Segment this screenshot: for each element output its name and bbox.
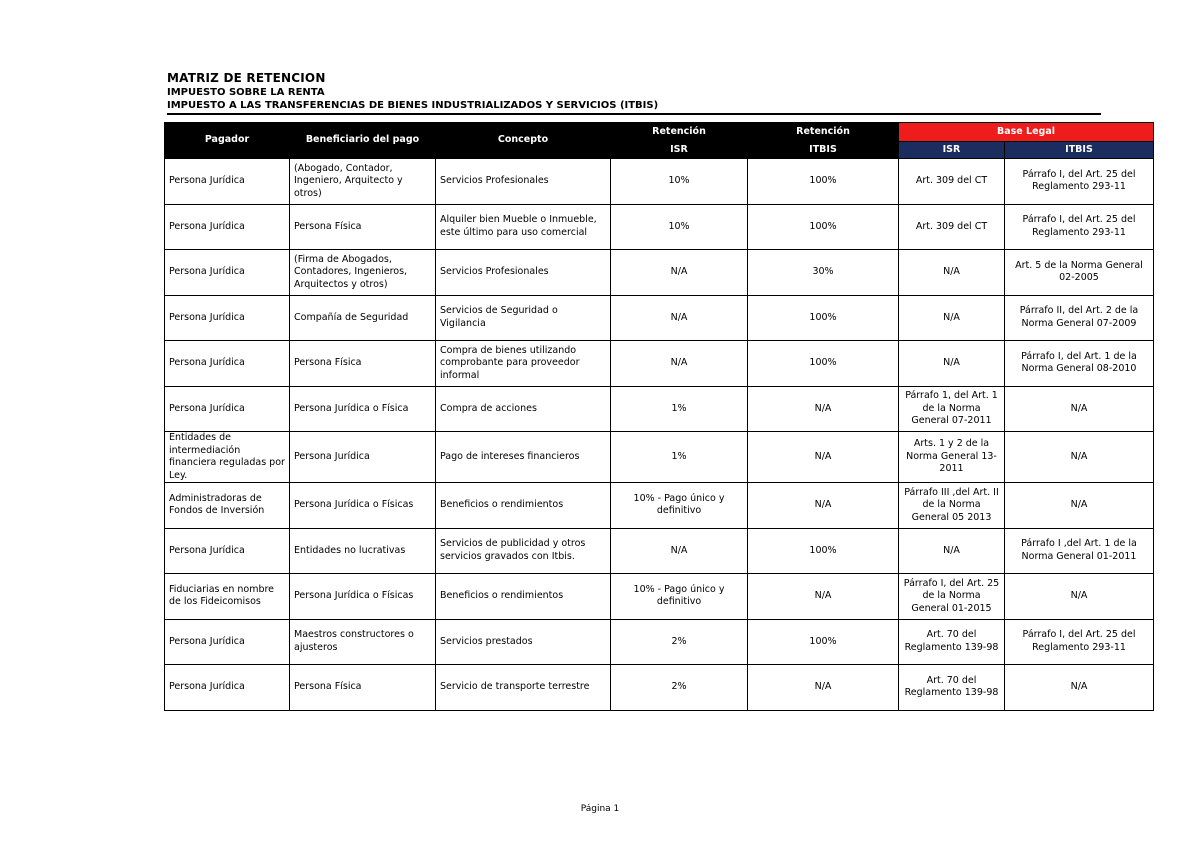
header-base-isr: ISR: [899, 142, 1005, 159]
cell-base-legal-isr: Párrafo III ,del Art. II de la Norma General 05 2013: [899, 483, 1005, 529]
document-header: [167, 71, 1101, 115]
cell-retencion-isr: 1%: [611, 386, 748, 432]
table-row: [165, 159, 1154, 205]
table-row: [165, 432, 1154, 483]
cell-retencion-itbis: N/A: [748, 483, 899, 529]
cell-beneficiario: Persona Física: [290, 341, 436, 387]
cell-retencion-isr: N/A: [611, 341, 748, 387]
cell-base-legal-itbis: Art. 5 de la Norma General 02-2005: [1005, 250, 1154, 296]
cell-base-legal-itbis: Párrafo I, del Art. 25 del Reglamento 293-11: [1005, 159, 1154, 205]
cell-retencion-itbis: N/A: [748, 386, 899, 432]
cell-concepto: Compra de acciones: [436, 386, 611, 432]
cell-retencion-itbis: 100%: [748, 295, 899, 341]
cell-base-legal-isr: N/A: [899, 528, 1005, 574]
cell-pagador: Persona Jurídica: [165, 295, 290, 341]
cell-concepto: Servicios Profesionales: [436, 159, 611, 205]
cell-base-legal-isr: Art. 309 del CT: [899, 204, 1005, 250]
cell-pagador: Persona Jurídica: [165, 386, 290, 432]
cell-base-legal-itbis: Párrafo I, del Art. 25 del Reglamento 293-11: [1005, 204, 1154, 250]
cell-base-legal-itbis: Párrafo I, del Art. 1 de la Norma General 08-2010: [1005, 341, 1154, 387]
cell-base-legal-itbis: N/A: [1005, 432, 1154, 483]
cell-retencion-itbis: N/A: [748, 665, 899, 711]
table-row: [165, 204, 1154, 250]
table-row: [165, 574, 1154, 620]
header-retencion-isr: Retención: [611, 123, 748, 142]
header-base-legal: Base Legal: [899, 123, 1154, 142]
table-row: [165, 341, 1154, 387]
cell-base-legal-itbis: N/A: [1005, 574, 1154, 620]
cell-retencion-itbis: 100%: [748, 159, 899, 205]
page-number: Página 1: [580, 804, 620, 814]
cell-beneficiario: Entidades no lucrativas: [290, 528, 436, 574]
cell-base-legal-itbis: N/A: [1005, 483, 1154, 529]
cell-beneficiario: Persona Jurídica o Físicas: [290, 483, 436, 529]
cell-pagador: Entidades de intermediación financiera reguladas por Ley.: [165, 432, 290, 483]
cell-concepto: Servicio de transporte terrestre: [436, 665, 611, 711]
cell-base-legal-isr: Art. 70 del Reglamento 139-98: [899, 665, 1005, 711]
cell-retencion-itbis: N/A: [748, 574, 899, 620]
header-retencion-itbis: Retención: [748, 123, 899, 142]
retention-matrix-table: [164, 122, 1154, 711]
cell-beneficiario: Persona Jurídica o Física: [290, 386, 436, 432]
cell-beneficiario: Maestros constructores o ajusteros: [290, 619, 436, 665]
table-row: [165, 528, 1154, 574]
cell-base-legal-itbis: N/A: [1005, 386, 1154, 432]
cell-retencion-itbis: 100%: [748, 204, 899, 250]
cell-retencion-isr: N/A: [611, 528, 748, 574]
cell-beneficiario: (Firma de Abogados, Contadores, Ingenieros, Arquitectos y otros): [290, 250, 436, 296]
cell-base-legal-isr: N/A: [899, 295, 1005, 341]
cell-base-legal-isr: Arts. 1 y 2 de la Norma General 13-2011: [899, 432, 1005, 483]
cell-retencion-itbis: 30%: [748, 250, 899, 296]
table-row: [165, 295, 1154, 341]
cell-retencion-itbis: 100%: [748, 528, 899, 574]
document-title: MATRIZ DE RETENCION: [167, 71, 326, 85]
cell-concepto: Alquiler bien Mueble o Inmueble, este último para uso comercial: [436, 204, 611, 250]
cell-base-legal-isr: N/A: [899, 341, 1005, 387]
cell-pagador: Persona Jurídica: [165, 528, 290, 574]
table-row: [165, 619, 1154, 665]
header-pagador: Pagador: [165, 123, 290, 159]
cell-retencion-isr: 10%: [611, 204, 748, 250]
header-beneficiario: Beneficiario del pago: [290, 123, 436, 159]
document-subtitle-itbis: IMPUESTO A LAS TRANSFERENCIAS DE BIENES INDUSTRIALIZADOS Y SERVICIOS (ITBIS): [167, 99, 1101, 115]
cell-beneficiario: Persona Física: [290, 204, 436, 250]
table-row: [165, 386, 1154, 432]
table-row: [165, 665, 1154, 711]
cell-base-legal-isr: Art. 70 del Reglamento 139-98: [899, 619, 1005, 665]
cell-beneficiario: Persona Jurídica: [290, 432, 436, 483]
cell-retencion-isr: N/A: [611, 295, 748, 341]
cell-retencion-isr: 2%: [611, 665, 748, 711]
table-body: [165, 159, 1154, 711]
cell-concepto: Beneficios o rendimientos: [436, 483, 611, 529]
cell-base-legal-isr: N/A: [899, 250, 1005, 296]
cell-beneficiario: Compañía de Seguridad: [290, 295, 436, 341]
document-subtitle-isr: IMPUESTO SOBRE LA RENTA: [167, 87, 325, 98]
cell-concepto: Compra de bienes utilizando comprobante para proveedor informal: [436, 341, 611, 387]
cell-retencion-isr: 10% - Pago único y definitivo: [611, 483, 748, 529]
cell-pagador: Persona Jurídica: [165, 619, 290, 665]
cell-concepto: Servicios prestados: [436, 619, 611, 665]
cell-pagador: Persona Jurídica: [165, 341, 290, 387]
cell-retencion-isr: 2%: [611, 619, 748, 665]
cell-base-legal-itbis: N/A: [1005, 665, 1154, 711]
cell-base-legal-itbis: Párrafo I, del Art. 25 del Reglamento 293-11: [1005, 619, 1154, 665]
cell-retencion-isr: 10%: [611, 159, 748, 205]
cell-concepto: Pago de intereses financieros: [436, 432, 611, 483]
cell-pagador: Persona Jurídica: [165, 159, 290, 205]
cell-base-legal-isr: Párrafo 1, del Art. 1 de la Norma General 07-2011: [899, 386, 1005, 432]
cell-concepto: Servicios de publicidad y otros servicios gravados con Itbis.: [436, 528, 611, 574]
cell-retencion-isr: 1%: [611, 432, 748, 483]
cell-base-legal-isr: Párrafo I, del Art. 25 de la Norma General 01-2015: [899, 574, 1005, 620]
header-retencion-itbis-sub: ITBIS: [748, 142, 899, 159]
table-row: [165, 250, 1154, 296]
header-base-itbis: ITBIS: [1005, 142, 1154, 159]
cell-retencion-isr: N/A: [611, 250, 748, 296]
cell-beneficiario: Persona Jurídica o Físicas: [290, 574, 436, 620]
cell-retencion-itbis: 100%: [748, 619, 899, 665]
cell-base-legal-isr: Art. 309 del CT: [899, 159, 1005, 205]
cell-beneficiario: (Abogado, Contador, Ingeniero, Arquitecto y otros): [290, 159, 436, 205]
cell-retencion-isr: 10% - Pago único y definitivo: [611, 574, 748, 620]
header-retencion-isr-sub: ISR: [611, 142, 748, 159]
cell-pagador: Persona Jurídica: [165, 665, 290, 711]
cell-pagador: Fiduciarias en nombre de los Fideicomisos: [165, 574, 290, 620]
cell-beneficiario: Persona Física: [290, 665, 436, 711]
cell-base-legal-itbis: Párrafo I ,del Art. 1 de la Norma General 01-2011: [1005, 528, 1154, 574]
header-concepto: Concepto: [436, 123, 611, 159]
table-row: [165, 483, 1154, 529]
cell-concepto: Servicios Profesionales: [436, 250, 611, 296]
cell-pagador: Persona Jurídica: [165, 204, 290, 250]
cell-pagador: Persona Jurídica: [165, 250, 290, 296]
cell-base-legal-itbis: Párrafo II, del Art. 2 de la Norma General 07-2009: [1005, 295, 1154, 341]
cell-concepto: Servicios de Seguridad o Vigilancia: [436, 295, 611, 341]
cell-retencion-itbis: N/A: [748, 432, 899, 483]
cell-concepto: Beneficios o rendimientos: [436, 574, 611, 620]
cell-pagador: Administradoras de Fondos de Inversión: [165, 483, 290, 529]
cell-retencion-itbis: 100%: [748, 341, 899, 387]
